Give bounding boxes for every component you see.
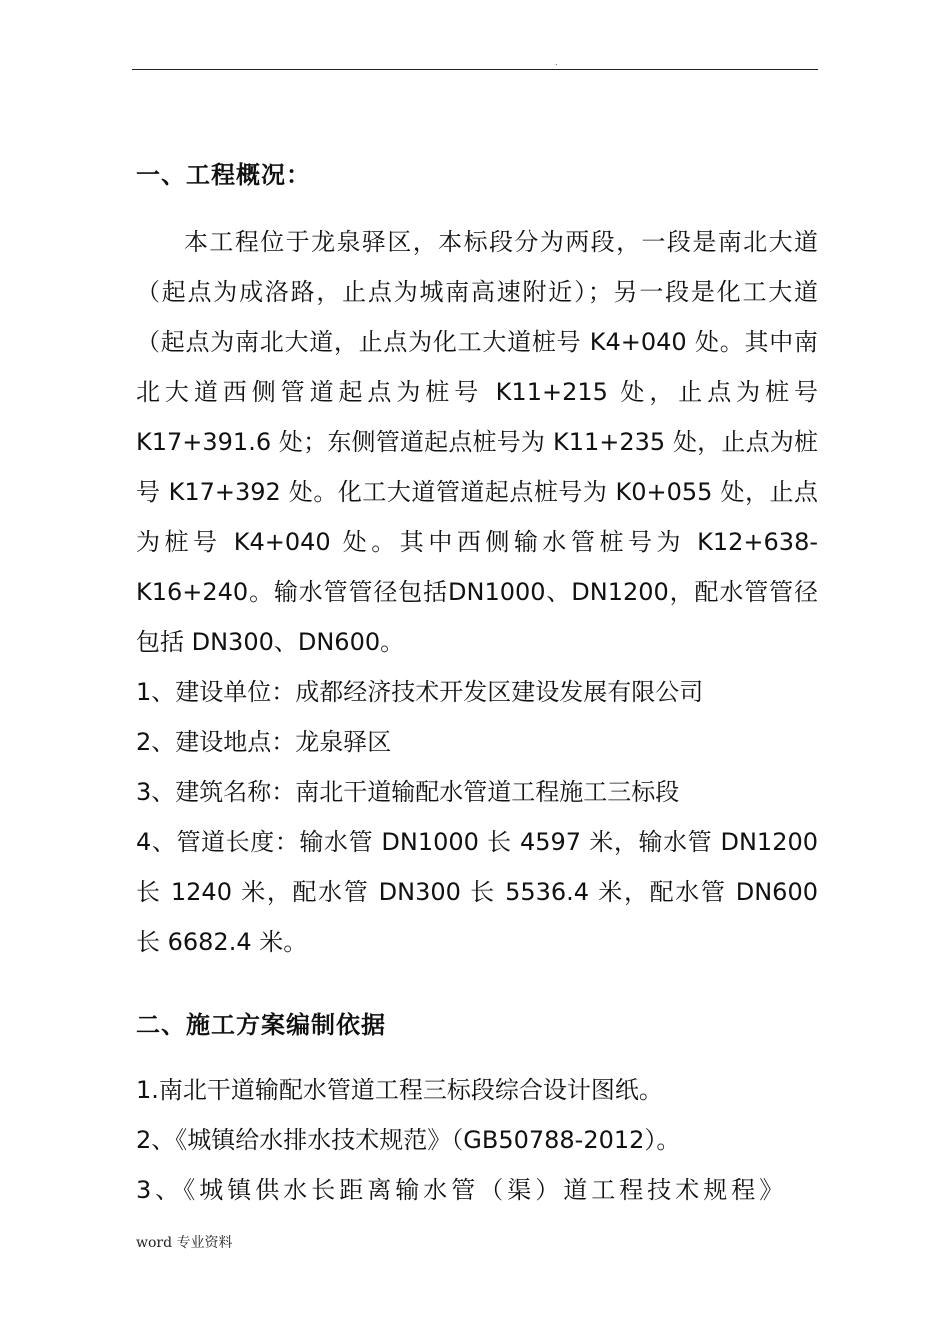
section-2-title: 二、施工方案编制依据	[136, 1011, 386, 1039]
list-item: 4、管道长度：输水管 DN1000 长 4597 米，输水管 DN1200 长 1240 米，配水管 DN300 长 5536.4 米，配水管 DN600 长 6682.4 米。	[136, 828, 818, 956]
list-item: 3、建筑名称：南北干道输配水管道工程施工三标段	[136, 778, 680, 806]
section-1-list	[136, 667, 818, 967]
document-body	[136, 155, 818, 1215]
list-item: 2、《城镇给水排水技术规范》（GB50788-2012）。	[136, 1126, 681, 1154]
list-item: 1.南北干道输配水管道工程三标段综合设计图纸。	[136, 1076, 663, 1104]
footer-label: word 专业资料	[136, 1235, 233, 1251]
section-2-list	[136, 1065, 818, 1215]
list-item: 1、建设单位：成都经济技术开发区建设发展有限公司	[136, 678, 704, 706]
header-rule	[132, 69, 818, 70]
header-mark: .	[555, 58, 558, 67]
list-item: 2、建设地点：龙泉驿区	[136, 728, 392, 756]
section-1-paragraph: 本工程位于龙泉驿区，本标段分为两段，一段是南北大道（起点为成洛路，止点为城南高速附近）；另一段是化工大道（起点为南北大道，止点为化工大道桩号 K4+040 处。其中南北大道西侧管道起点为桩号 K11+215 处，止点为桩号 K17+391.6 处；东侧管道起点桩号为 K11+235 处，止点为桩号 K17+392 处。化工大道管道起点桩号为 K0+055 处，止点为桩号 K4+040 处。其中西侧输水管桩号为 K12+638-K16+240。输水管管径包括DN1000、DN1200，配水管管径包括 DN300、DN600。	[136, 228, 818, 656]
section-1-title: 一、工程概况：	[136, 161, 311, 189]
list-item: 3、《城镇供水长距离输水管（渠）道工程技术规程》	[136, 1176, 788, 1204]
